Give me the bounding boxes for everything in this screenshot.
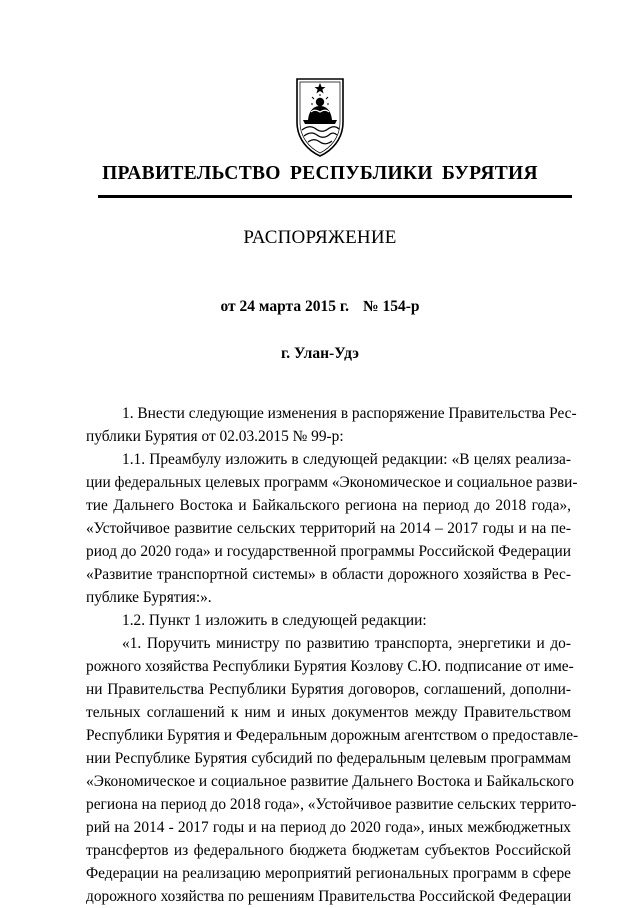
document-body (86, 402, 579, 908)
body-line: «Экономическое и социальное развитие Дальнего Востока и Байкальского (86, 773, 574, 790)
body-line: тельных соглашений к ним и иных документов между Правительством (86, 704, 571, 721)
government-title: ПРАВИТЕЛЬСТВО РЕСПУБЛИКИ БУРЯТИЯ (102, 163, 538, 184)
document-date: от 24 марта 2015 г. (220, 298, 349, 315)
body-line: 1.2. Пункт 1 изложить в следующей редакции: (122, 612, 427, 629)
body-line: региона на период до 2018 года», «Устойчивое развитие сельских террито- (86, 796, 577, 813)
body-line: трансфертов из федерального бюджета бюджетам субъектов Российской (86, 842, 571, 859)
body-line: Республики Бурятия и Федеральным дорожным агентством о предоставле- (86, 727, 579, 744)
body-line: тие Дальнего Востока и Байкальского региона на период до 2018 года», (86, 497, 571, 514)
body-line: нии Республике Бурятия субсидий по федеральным целевым программам (86, 750, 571, 767)
body-line: рожного хозяйства Республики Бурятия Козлову С.Ю. подписание от име- (86, 658, 574, 675)
body-line: Федерации на реализацию мероприятий региональных программ в сфере (86, 865, 571, 882)
body-line: риод до 2020 года» и государственной программы Российской Федерации (86, 543, 571, 560)
body-line: публики Бурятия от 02.03.2015 № 99-р: (86, 428, 344, 445)
body-line: 1.1. Преамбулу изложить в следующей редакции: «В целях реализа- (122, 451, 571, 468)
document-type: РАСПОРЯЖЕНИЕ (243, 227, 397, 248)
body-line: ни Правительства Республики Бурятия договоров, соглашений, дополни- (86, 681, 571, 698)
document-number: № 154-р (363, 298, 420, 315)
date-number-line (0, 298, 640, 316)
body-line: 1. Внести следующие изменения в распоряжение Правительства Рес- (122, 405, 577, 422)
body-line: публике Бурятия:». (86, 589, 212, 606)
header-divider (98, 195, 572, 198)
body-line: «Развитие транспортной системы» в области дорожного хозяйства в Рес- (86, 566, 571, 583)
body-line: дорожного хозяйства по решениям Правительства Российской Федерации (86, 888, 572, 905)
document-city: г. Улан-Удэ (280, 345, 359, 362)
body-line: «Устойчивое развитие сельских территорий на 2014 – 2017 годы и на пе- (86, 520, 571, 537)
body-line: ции федеральных целевых программ «Экономическое и социальное разви- (86, 474, 578, 491)
coat-of-arms-emblem (293, 72, 347, 158)
body-line: «1. Поручить министру по развитию транспорта, энергетики и до- (122, 635, 571, 652)
body-line: рий на 2014 - 2017 годы и на период до 2020 года», иных межбюджетных (86, 819, 571, 836)
